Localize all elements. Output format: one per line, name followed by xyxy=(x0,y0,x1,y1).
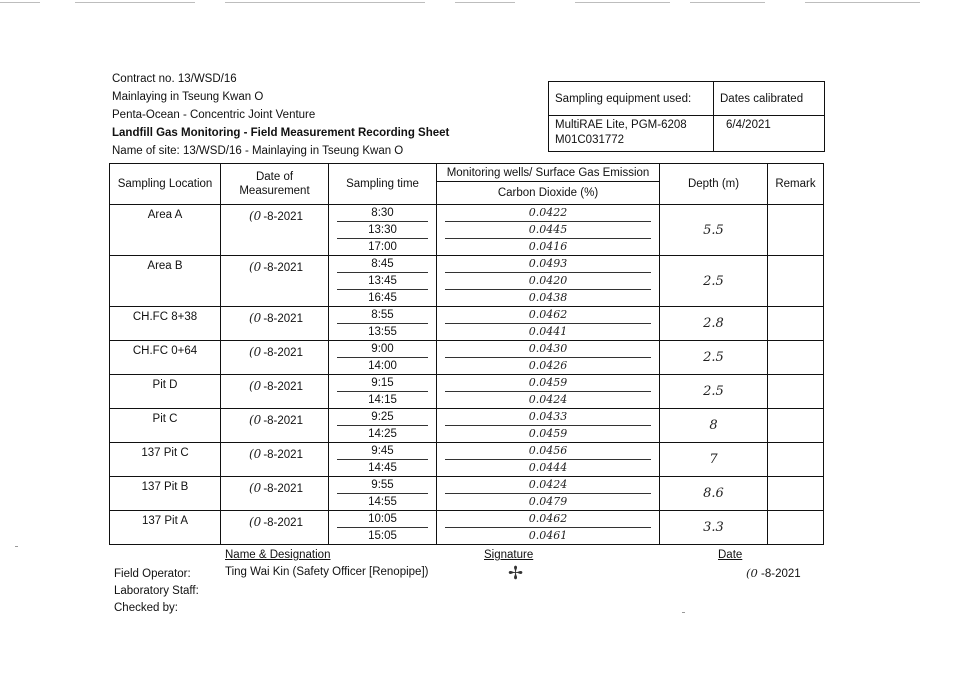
measurement-date xyxy=(221,205,329,256)
scan-artifact-line xyxy=(575,2,670,3)
operator-name: Ting Wai Kin (Safety Officer [Renopipe]) xyxy=(225,566,429,578)
sampling-times xyxy=(329,205,437,256)
co2-readings xyxy=(437,409,660,443)
sampling-time: 9:45 xyxy=(337,443,428,460)
scan-speck xyxy=(15,546,18,547)
co2-readings xyxy=(437,443,660,477)
depth-value: 2.8 xyxy=(660,307,768,341)
sampling-location: Pit D xyxy=(110,375,221,409)
measurement-date xyxy=(221,375,329,409)
equipment-serial: M01C031772 xyxy=(555,134,625,146)
measurement-month-year: -8-2021 xyxy=(263,483,303,495)
sampling-time: 13:45 xyxy=(337,273,428,290)
table-row xyxy=(110,511,824,545)
measurement-table xyxy=(109,163,824,545)
name-designation-heading: Name & Designation xyxy=(225,549,331,561)
equipment-table xyxy=(548,81,825,152)
remark-cell xyxy=(768,375,824,409)
table-row xyxy=(110,375,824,409)
date-heading: Date xyxy=(718,549,743,561)
co2-reading: 0.0444 xyxy=(528,461,568,474)
sampling-time: 13:55 xyxy=(368,326,397,338)
sampling-location: 137 Pit B xyxy=(110,477,221,511)
table-row xyxy=(110,307,824,341)
co2-reading: 0.0420 xyxy=(445,273,651,290)
measurement-date xyxy=(221,443,329,477)
remark-cell xyxy=(768,205,824,256)
depth-value: 8 xyxy=(660,409,768,443)
measurement-month-year: -8-2021 xyxy=(263,449,303,461)
sampling-time: 9:55 xyxy=(337,477,428,494)
measurement-day: (0 xyxy=(249,379,262,393)
footer-date-rest: -8-2021 xyxy=(761,568,801,580)
remark-cell xyxy=(768,443,824,477)
co2-reading: 0.0422 xyxy=(445,205,651,222)
measurement-day: (0 xyxy=(249,481,262,495)
header-depth: Depth (m) xyxy=(660,164,768,205)
checked-by-label: Checked by: xyxy=(114,602,178,614)
table-row xyxy=(110,341,824,375)
measurement-date xyxy=(221,409,329,443)
scan-artifact-line xyxy=(690,2,765,3)
sampling-location: Area A xyxy=(110,205,221,256)
co2-reading: 0.0430 xyxy=(445,341,651,358)
sampling-time: 14:00 xyxy=(368,360,397,372)
sampling-times xyxy=(329,477,437,511)
measurement-day: (0 xyxy=(249,413,262,427)
site-name: Name of site: 13/WSD/16 - Mainlaying in Tseung Kwan O xyxy=(112,145,404,157)
table-row xyxy=(110,443,824,477)
measurement-month-year: -8-2021 xyxy=(263,313,303,325)
measurement-day: (0 xyxy=(249,447,262,461)
depth-value: 2.5 xyxy=(660,256,768,307)
signature-mark: ✢ xyxy=(508,563,524,583)
sampling-location: CH.FC 8+38 xyxy=(110,307,221,341)
co2-readings xyxy=(437,511,660,545)
sampling-time: 14:55 xyxy=(368,496,397,508)
measurement-month-year: -8-2021 xyxy=(263,381,303,393)
measurement-day: (0 xyxy=(249,311,262,325)
calibration-date: 6/4/2021 xyxy=(714,116,825,152)
co2-reading: 0.0462 xyxy=(445,307,651,324)
sampling-time: 17:00 xyxy=(368,241,397,253)
co2-readings xyxy=(437,477,660,511)
scan-speck xyxy=(682,612,685,613)
project-name: Mainlaying in Tseung Kwan O xyxy=(112,91,264,103)
footer-date xyxy=(746,566,801,580)
header-co2: Carbon Dioxide (%) xyxy=(437,182,660,205)
equipment-value xyxy=(549,116,714,152)
document-header xyxy=(112,70,449,160)
measurement-month-year: -8-2021 xyxy=(263,517,303,529)
sampling-time: 13:30 xyxy=(337,222,428,239)
co2-reading: 0.0424 xyxy=(445,477,651,494)
table-row xyxy=(110,205,824,256)
sampling-times xyxy=(329,307,437,341)
co2-reading: 0.0461 xyxy=(528,529,568,542)
measurement-day: (0 xyxy=(249,345,262,359)
co2-readings xyxy=(437,375,660,409)
measurement-month-year: -8-2021 xyxy=(263,347,303,359)
measurement-date xyxy=(221,307,329,341)
sampling-location: 137 Pit C xyxy=(110,443,221,477)
depth-value: 3.3 xyxy=(660,511,768,545)
sampling-times xyxy=(329,375,437,409)
measurement-day: (0 xyxy=(249,260,262,274)
depth-value: 5.5 xyxy=(660,205,768,256)
measurement-date xyxy=(221,477,329,511)
remark-cell xyxy=(768,341,824,375)
table-row xyxy=(110,256,824,307)
calibration-label: Dates calibrated xyxy=(714,82,825,116)
co2-reading: 0.0459 xyxy=(445,375,651,392)
sampling-times xyxy=(329,409,437,443)
measurement-day: (0 xyxy=(249,515,262,529)
measurement-month-year: -8-2021 xyxy=(263,262,303,274)
header-remark: Remark xyxy=(768,164,824,205)
sampling-time: 14:15 xyxy=(368,394,397,406)
footer-date-day: (0 xyxy=(746,566,758,580)
equipment-model: MultiRAE Lite, PGM-6208 xyxy=(555,119,687,131)
measurement-date xyxy=(221,511,329,545)
field-operator-label: Field Operator: xyxy=(114,568,191,580)
co2-reading: 0.0459 xyxy=(528,427,568,440)
measurement-date xyxy=(221,256,329,307)
sampling-times xyxy=(329,341,437,375)
sampling-location: Area B xyxy=(110,256,221,307)
remark-cell xyxy=(768,409,824,443)
contractor-name: Penta-Ocean - Concentric Joint Venture xyxy=(112,109,316,121)
table-row xyxy=(110,477,824,511)
scan-artifact-line xyxy=(0,2,40,3)
scan-artifact-line xyxy=(225,2,425,3)
signature-heading: Signature xyxy=(484,549,534,561)
document-title: Landfill Gas Monitoring - Field Measurement Recording Sheet xyxy=(112,127,450,139)
depth-value: 8.6 xyxy=(660,477,768,511)
remark-cell xyxy=(768,256,824,307)
remark-cell xyxy=(768,307,824,341)
header-location: Sampling Location xyxy=(110,164,221,205)
co2-reading: 0.0456 xyxy=(445,443,651,460)
measurement-month-year: -8-2021 xyxy=(263,211,303,223)
sampling-time: 14:25 xyxy=(368,428,397,440)
co2-reading: 0.0493 xyxy=(445,256,651,273)
depth-value: 7 xyxy=(660,443,768,477)
header-time: Sampling time xyxy=(329,164,437,205)
co2-reading: 0.0416 xyxy=(528,240,568,253)
sampling-location: Pit C xyxy=(110,409,221,443)
sampling-time: 16:45 xyxy=(368,292,397,304)
sampling-time: 8:30 xyxy=(337,205,428,222)
measurement-month-year: -8-2021 xyxy=(263,415,303,427)
sampling-time: 8:45 xyxy=(337,256,428,273)
scan-artifact-line xyxy=(455,2,515,3)
depth-value: 2.5 xyxy=(660,375,768,409)
co2-reading: 0.0445 xyxy=(445,222,651,239)
co2-reading: 0.0479 xyxy=(528,495,568,508)
sampling-location: CH.FC 0+64 xyxy=(110,341,221,375)
co2-readings xyxy=(437,307,660,341)
table-row xyxy=(110,409,824,443)
co2-reading: 0.0433 xyxy=(445,409,651,426)
sampling-time: 9:25 xyxy=(337,409,428,426)
sampling-time: 15:05 xyxy=(368,530,397,542)
remark-cell xyxy=(768,511,824,545)
co2-reading: 0.0424 xyxy=(528,393,568,406)
sampling-time: 10:05 xyxy=(337,511,428,528)
sampling-times xyxy=(329,256,437,307)
sampling-location: 137 Pit A xyxy=(110,511,221,545)
scan-artifact-line xyxy=(805,2,920,3)
sampling-time: 14:45 xyxy=(368,462,397,474)
header-date: Date of Measurement xyxy=(221,164,329,205)
sampling-times xyxy=(329,443,437,477)
sampling-time: 9:15 xyxy=(337,375,428,392)
equipment-label: Sampling equipment used: xyxy=(549,82,714,116)
co2-readings xyxy=(437,256,660,307)
depth-value: 2.5 xyxy=(660,341,768,375)
remark-cell xyxy=(768,477,824,511)
scan-artifact-line xyxy=(75,2,195,3)
contract-number: Contract no. 13/WSD/16 xyxy=(112,73,237,85)
sampling-time: 9:00 xyxy=(337,341,428,358)
sampling-times xyxy=(329,511,437,545)
co2-reading: 0.0438 xyxy=(528,291,568,304)
measurement-day: (0 xyxy=(249,209,262,223)
co2-readings xyxy=(437,341,660,375)
header-wells: Monitoring wells/ Surface Gas Emission xyxy=(437,164,660,182)
co2-reading: 0.0426 xyxy=(528,359,568,372)
co2-reading: 0.0441 xyxy=(528,325,568,338)
co2-readings xyxy=(437,205,660,256)
co2-reading: 0.0462 xyxy=(445,511,651,528)
measurement-date xyxy=(221,341,329,375)
lab-staff-label: Laboratory Staff: xyxy=(114,585,199,597)
sampling-time: 8:55 xyxy=(337,307,428,324)
